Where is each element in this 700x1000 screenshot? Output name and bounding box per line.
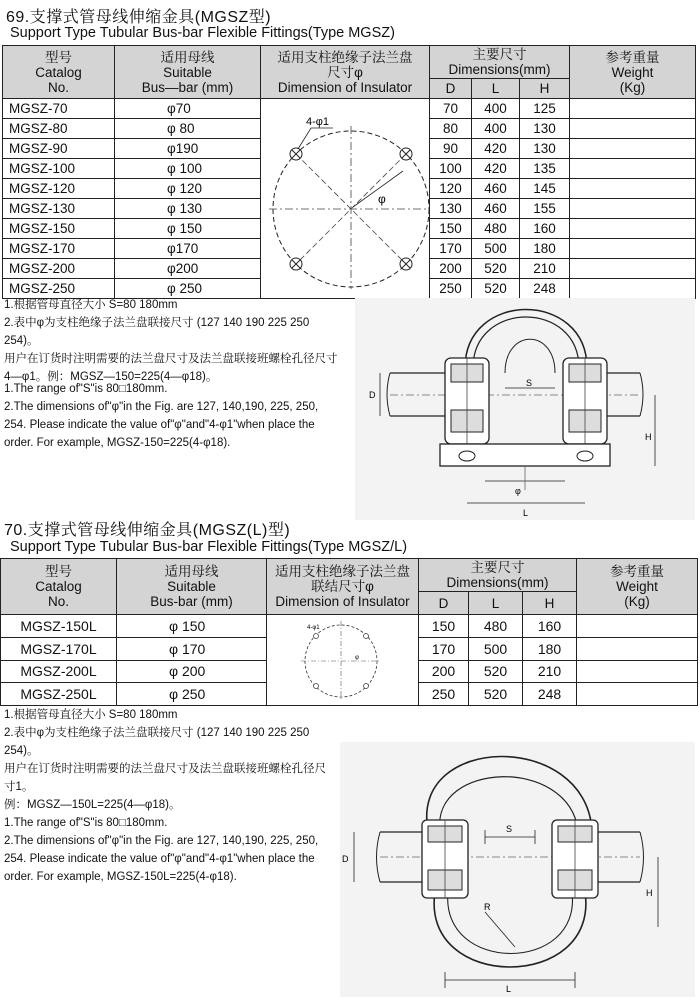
busbar-header: 适用母线 Suitable Bus-bar (mm)	[117, 559, 267, 615]
table-row: MGSZ-170L φ 170 170 500 180	[1, 637, 698, 660]
flange-drawing-cell	[267, 615, 419, 706]
l-header: L	[472, 79, 520, 99]
busbar-header: 适用母线 Suitable Bus—bar (mm)	[115, 46, 261, 99]
catalog-header: 型号 Catalog No.	[3, 46, 115, 99]
section-69-table	[2, 45, 696, 299]
table-row: MGSZ-250L φ 250 250 520 248	[1, 683, 698, 706]
d-header: D	[419, 592, 469, 615]
table-row: MGSZ-200 φ200 200 520 210	[3, 259, 696, 279]
weight-header: 参考重量 Weight (Kg)	[570, 46, 696, 99]
table-row: MGSZ-150 φ 150 150 480 160	[3, 219, 696, 239]
section-69-title-cn: 69.支撑式管母线伸缩金具(MGSZ型)	[6, 9, 272, 26]
section-70-fitting-drawing	[340, 742, 695, 997]
l-header: L	[469, 592, 523, 615]
section-69-title-en: Support Type Tubular Bus-bar Flexible Fittings(Type MGSZ)	[10, 25, 395, 41]
table-row: MGSZ-250 φ 250 250 520 248	[3, 279, 696, 299]
dim-l-label: L	[523, 508, 529, 518]
section-70-table	[0, 558, 698, 706]
table-row: MGSZ-150L φ 150 4-φ1 φ 150 480 160	[1, 615, 698, 638]
section-69-notes-en: 1.The range of"S"is 80□180mm. 2.The dimensions of"φ"in the Fig. are 127, 140,190, 225, 250, 254. Please indicate the value of"φ"and"4-φ1"when place the order. For example, MGSZ-150=225(4-φ18).	[4, 383, 319, 449]
dimensions-header: 主要尺寸 Dimensions(mm)	[419, 559, 577, 592]
holes-label: 4-φ1	[307, 625, 320, 631]
insulator-header: 适用支柱绝缘子法兰盘 尺寸φ Dimension of Insulator	[261, 46, 430, 99]
flange-bolt-circle-drawing	[267, 615, 418, 701]
dim-h-label: H	[646, 888, 653, 898]
dim-r-label: R	[484, 902, 491, 912]
table-row: MGSZ-200L φ 200 200 520 210	[1, 660, 698, 683]
table-row: MGSZ-120 φ 120 120 460 145	[3, 179, 696, 199]
section-69-notes-cn: 1.根据管母直径大小 S=80 180mm 2.表中φ为支柱绝缘子法兰盘联接尺寸 (127 140 190 225 250 254)。 用户在订货时注明需要的法兰盘尺寸及法兰盘联接班螺栓孔径尺寸 4—φ1。例：MGSZ—150=225(4—φ18)。	[4, 299, 338, 383]
catalog-header: 型号 Catalog No.	[1, 559, 117, 615]
phi-label: φ	[355, 655, 359, 661]
table-row: MGSZ-100 φ 100 100 420 135	[3, 159, 696, 179]
dim-s-label: S	[526, 378, 533, 388]
flange-drawing-cell	[261, 99, 430, 299]
d-header: D	[430, 79, 472, 99]
section-70-notes-cn: 1.根据管母直径大小 S=80 180mm 2.表中φ为支柱绝缘子法兰盘联接尺寸 (127 140 190 225 250 254)。 用户在订货时注明需要的法兰盘尺寸及法兰盘联接班螺栓孔径尺 寸1。 例：MGSZ—150L=225(4—φ18)。	[4, 709, 326, 811]
dim-phi-label: φ	[515, 486, 521, 496]
dim-l-label: L	[506, 984, 512, 994]
h-header: H	[520, 79, 570, 99]
flange-bolt-circle-drawing	[261, 101, 429, 291]
table-row: MGSZ-130 φ 130 130 460 155	[3, 199, 696, 219]
section-70-title-en: Support Type Tubular Bus-bar Flexible Fittings(Type MGSZ/L)	[10, 539, 408, 555]
table-row: MGSZ-170 φ170 170 500 180	[3, 239, 696, 259]
table-row: MGSZ-90 φ190 90 420 130	[3, 139, 696, 159]
section-70-notes-en: 1.The range of"S"is 80□180mm. 2.The dimensions of"φ"in the Fig. are 127, 140,190, 225, 250, 254. Please indicate the value of"φ"and"4-φ1"when place the order. For example, MGSZ-150L=225(4-φ18).	[4, 817, 319, 883]
dim-d-label: D	[342, 854, 349, 864]
h-header: H	[523, 592, 577, 615]
insulator-header: 适用支柱绝缘子法兰盘 联结尺寸φ Dimension of Insulator	[267, 559, 419, 615]
dim-d-label: D	[369, 390, 376, 400]
section-70-title-cn: 70.支撑式管母线伸缩金具(MGSZ(L)型)	[4, 522, 291, 539]
dim-h-label: H	[645, 432, 652, 442]
table-row: MGSZ-80 φ 80 80 400 130	[3, 119, 696, 139]
weight-header: 参考重量 Weight (Kg)	[577, 559, 698, 615]
section-69-fitting-drawing	[355, 298, 695, 520]
dimensions-header: 主要尺寸 Dimensions(mm)	[430, 46, 570, 79]
dim-s-label: S	[506, 824, 513, 834]
phi-label: φ	[378, 192, 386, 206]
holes-label: 4-φ1	[306, 116, 330, 128]
table-row: MGSZ-70 φ70 4-φ1 φ 70 400 125	[3, 99, 696, 119]
